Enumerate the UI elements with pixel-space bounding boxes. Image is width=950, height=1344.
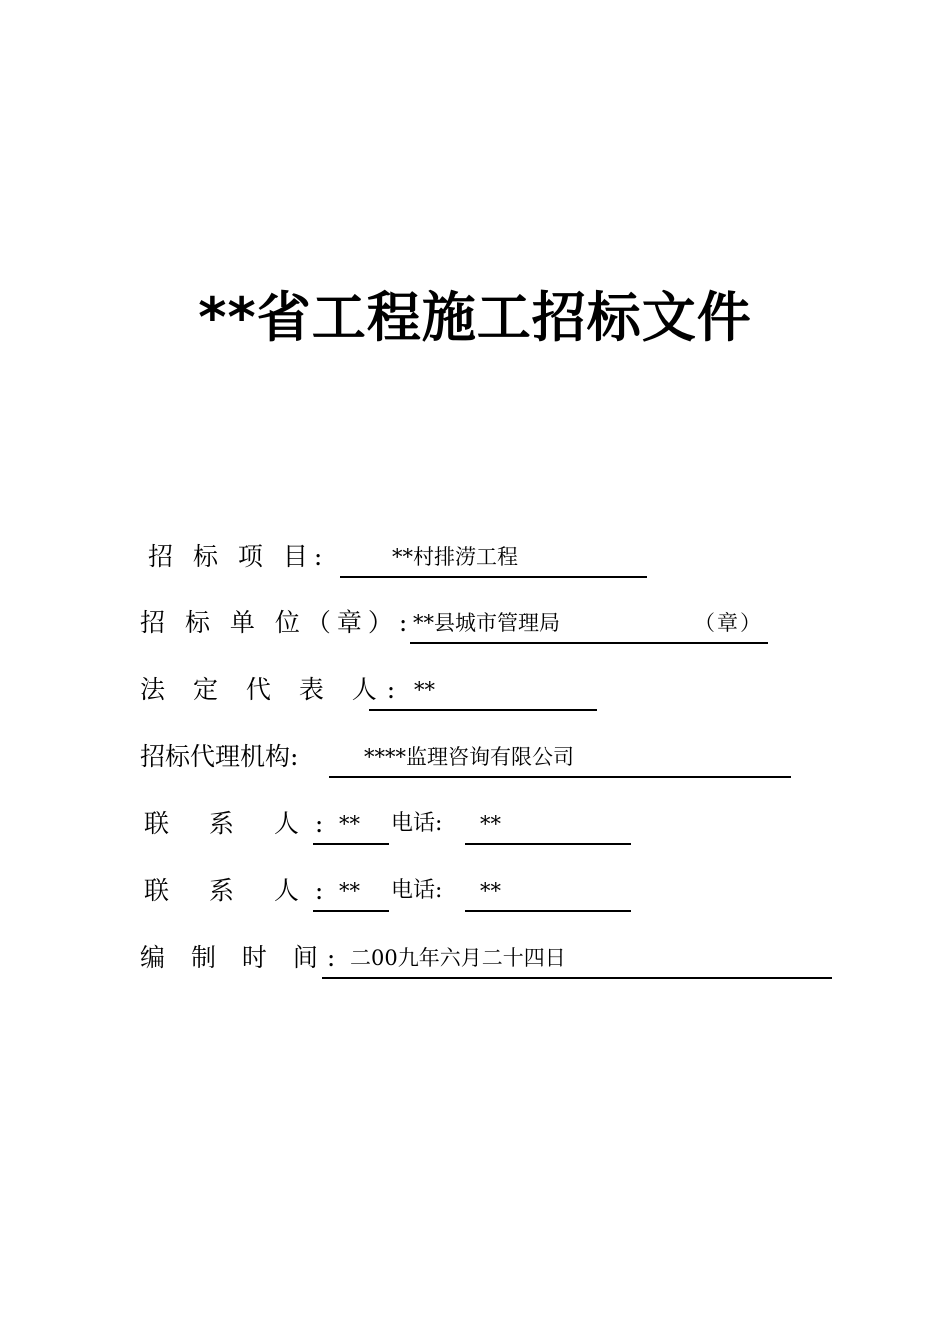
field-contact-2-name: ** [339,879,360,903]
field-project-label: 招 标 项 目: [148,542,329,571]
document-title: **省工程施工招标文件 [198,286,752,349]
field-contact-1-name: ** [339,812,360,836]
field-legal-rep-value: ** [414,678,435,702]
field-contact-2-label: 联 系 人: [144,876,340,905]
field-unit-seal-suffix: （章） [694,611,763,635]
field-legal-rep-label: 法 定 代 表 人: [140,675,406,704]
field-legal-rep-underline [369,670,597,711]
field-contact-1-phone: ** [480,812,501,836]
field-contact-1-label: 联 系 人: [144,809,340,838]
field-agency-label: 招标代理机构: [140,742,299,771]
field-project-value: **村排涝工程 [392,545,518,569]
field-contact-2-phone: ** [480,879,501,903]
field-contact-2-phone-label: 电话: [391,878,443,903]
field-contact-1-phone-label: 电话: [391,811,443,836]
field-unit-value: **县城市管理局 [413,611,560,635]
field-agency-value: ****监理咨询有限公司 [364,745,574,769]
field-date-label: 编 制 时 间: [140,943,345,972]
field-date-value: 二00九年六月二十四日 [350,946,566,970]
field-unit-label: 招 标 单 位（章）: [140,608,414,637]
